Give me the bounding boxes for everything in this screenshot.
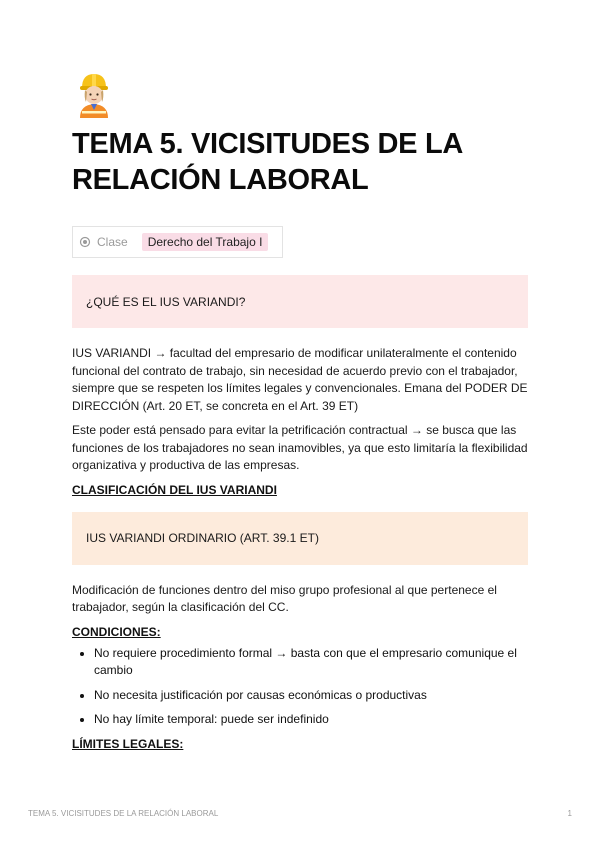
heading-clasificacion: CLASIFICACIÓN DEL IUS VARIANDI	[72, 482, 277, 497]
property-row[interactable]	[72, 226, 283, 258]
list-item: • No requiere procedimiento formal → basta con que el empresario comunique el cambio	[94, 645, 528, 680]
list-item: • No hay límite temporal: puede ser indefinido	[94, 711, 528, 729]
footer-page-number: 1	[567, 809, 572, 818]
page-footer	[28, 809, 572, 818]
property-label: Clase	[97, 235, 128, 249]
document-page	[72, 70, 528, 753]
list-item: • No necesita justificación por causas económicas o productivas	[94, 687, 528, 705]
construction-worker-icon	[74, 70, 114, 118]
property-value-tag[interactable]: Derecho del Trabajo I	[142, 233, 269, 251]
paragraph-purpose: Este poder está pensado para evitar la petrificación contractual → se busca que las funciones de los trabajadores no sean inamovibles, ya que esto limitaría la flexibilidad organizativa y productiva de las empresas.	[72, 423, 528, 472]
paragraph-modificacion: Modificación de funciones dentro del miso grupo profesional al que pertenece el trabajador, según la clasificación del CC.	[72, 582, 497, 614]
target-icon	[79, 236, 91, 248]
callout-text: ¿QUÉ ES EL IUS VARIANDI?	[86, 294, 246, 309]
heading-condiciones: CONDICIONES:	[72, 624, 161, 639]
paragraph-definition: IUS VARIANDI → facultad del empresario de modificar unilateralmente el contenido funcional del contrato de trabajo, sin necesidad de acuerdo previo con el trabajador, siempre que se respeten los límites legales y convencionales. Emana del PODER DE DIRECCIÓN (Art. 20 ET, se concreta en el Art. 39 ET)	[72, 346, 528, 413]
heading-limites: LÍMITES LEGALES:	[72, 736, 184, 751]
callout-text: IUS VARIANDI ORDINARIO (ART. 39.1 ET)	[86, 531, 319, 545]
footer-title: TEMA 5. VICISITUDES DE LA RELACIÓN LABORAL	[28, 809, 219, 818]
page-title: TEMA 5. VICISITUDES DE LA RELACIÓN LABORAL	[72, 128, 462, 196]
callout-ius-variandi-ordinario	[72, 512, 528, 565]
callout-what-is-ius-variandi	[72, 275, 528, 328]
conditions-list	[72, 645, 528, 729]
